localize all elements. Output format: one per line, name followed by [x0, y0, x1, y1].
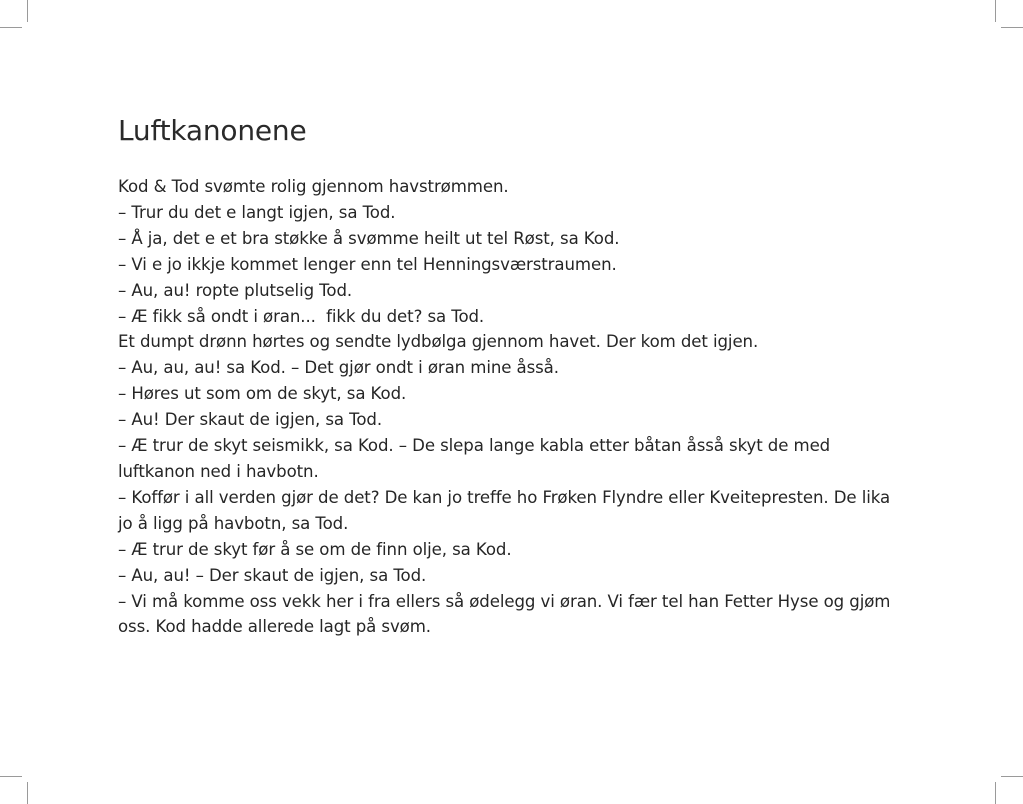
story-paragraph: – Æ trur de skyt før å se om de finn olje, sa Kod. — [118, 539, 512, 559]
story-paragraph: – Au! Der skaut de igjen, sa Tod. — [118, 410, 382, 430]
crop-mark-bottom-left-horizontal — [0, 776, 22, 777]
story-title: Luftkanonene — [118, 114, 307, 147]
story-paragraph: – Vi må komme oss vekk her i fra ellers så ødelegg vi øran. Vi fær tel han Fetter Hyse og gjøm oss. Kod hadde allerede lagt på svøm. — [118, 591, 891, 637]
story-paragraph: – Au, au! – Der skaut de igjen, sa Tod. — [118, 565, 427, 585]
story-paragraph: – Å ja, det e et bra støkke å svømme heilt ut tel Røst, sa Kod. — [118, 228, 620, 248]
story-paragraph: – Trur du det e langt igjen, sa Tod. — [118, 202, 396, 222]
story-paragraph: – Au, au, au! sa Kod. – Det gjør ondt i øran mine åsså. — [118, 358, 559, 378]
story-paragraph: – Koffør i all verden gjør de det? De kan jo treffe ho Frøken Flyndre eller Kveitepresten. De lika jo å ligg på havbotn, sa Tod. — [118, 487, 891, 533]
story-paragraph: Et dumpt drønn hørtes og sendte lydbølga gjennom havet. Der kom det igjen. — [118, 332, 759, 352]
crop-mark-top-left-vertical — [27, 0, 28, 22]
crop-mark-top-left-horizontal — [0, 27, 22, 28]
story-paragraph: – Æ trur de skyt seismikk, sa Kod. – De slepa lange kabla etter båtan åsså skyt de med luftkanon ned i havbotn. — [118, 436, 831, 481]
story-paragraph: Kod & Tod svømte rolig gjennom havstrømmen. — [118, 177, 509, 196]
crop-mark-bottom-right-vertical — [995, 782, 996, 804]
crop-mark-bottom-right-horizontal — [1001, 776, 1023, 777]
story-paragraph: – Au, au! ropte plutselig Tod. — [118, 280, 353, 300]
crop-mark-top-right-vertical — [995, 0, 996, 22]
page-content — [118, 112, 908, 640]
crop-mark-top-right-horizontal — [1001, 27, 1023, 28]
story-paragraph: – Æ fikk så ondt i øran... fikk du det? sa Tod. — [118, 306, 485, 326]
crop-mark-bottom-left-vertical — [27, 782, 28, 804]
story-paragraph: – Høres ut som om de skyt, sa Kod. — [118, 384, 407, 404]
story-paragraph: – Vi e jo ikkje kommet lenger enn tel Henningsværstraumen. — [118, 254, 617, 274]
story-text — [118, 174, 908, 640]
